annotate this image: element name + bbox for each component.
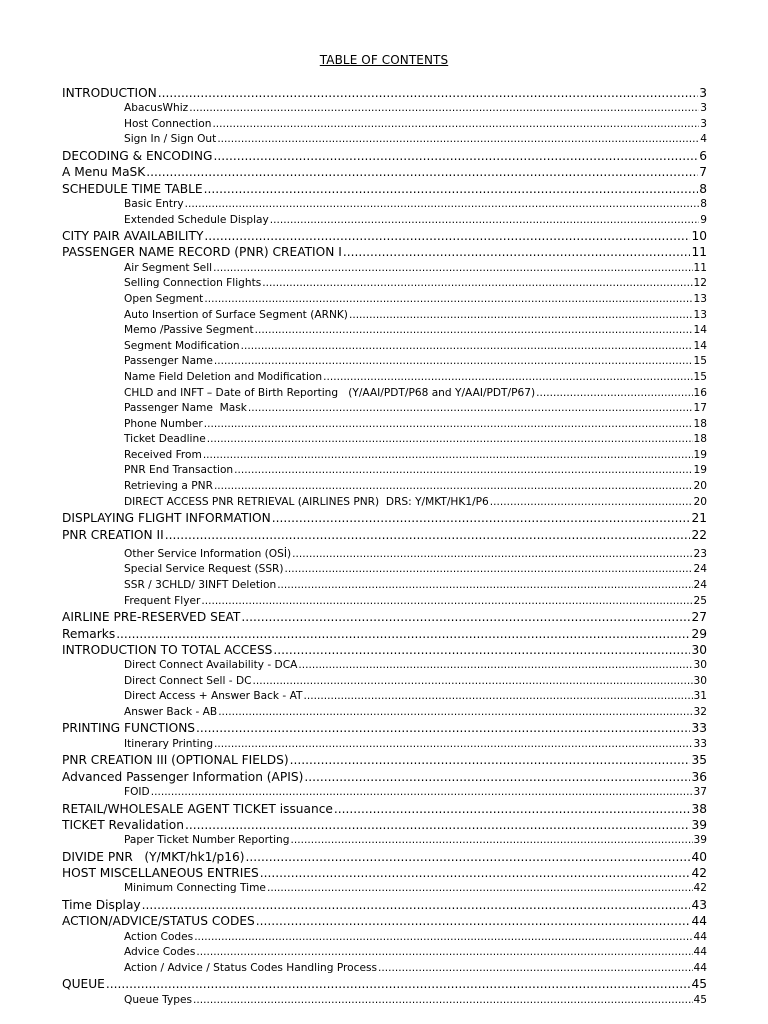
toc-entry-text: INTRODUCTION TO TOTAL ACCESS xyxy=(62,642,273,657)
toc-page-number: 31 xyxy=(693,690,707,703)
toc-page-number: 29 xyxy=(691,626,707,641)
toc-section-entry[interactable] xyxy=(62,769,707,785)
toc-entry-text: DISPLAYING FLIGHT INFORMATION xyxy=(62,511,271,526)
toc-subsection-entry[interactable] xyxy=(62,339,707,355)
toc-subsection-entry[interactable] xyxy=(62,658,707,674)
toc-dot-leader xyxy=(272,510,691,526)
toc-page-number: 30 xyxy=(691,642,707,657)
toc-page-number: 44 xyxy=(693,930,707,943)
toc-dot-leader xyxy=(194,930,692,946)
toc-subsection-entry[interactable] xyxy=(62,448,707,464)
toc-subsection-entry[interactable] xyxy=(62,101,707,117)
toc-subsection-entry[interactable] xyxy=(62,354,707,370)
toc-page-number: 32 xyxy=(693,705,707,718)
toc-section-entry[interactable] xyxy=(62,510,707,526)
toc-entry-text: Ticket Deadline xyxy=(124,433,206,446)
toc-dot-leader xyxy=(207,432,693,448)
toc-subsection-entry[interactable] xyxy=(62,308,707,324)
toc-page-number: 42 xyxy=(691,866,707,881)
toc-page-number: 9 xyxy=(700,213,707,226)
toc-entry-text: Air Segment Sell xyxy=(124,261,213,274)
toc-entry-text: HOST MISCELLANEOUS ENTRIES xyxy=(62,866,259,881)
toc-subsection-entry[interactable] xyxy=(62,276,707,292)
toc-dot-leader xyxy=(116,626,690,642)
toc-section-entry[interactable] xyxy=(62,85,707,101)
toc-subsection-entry[interactable] xyxy=(62,479,707,495)
toc-entry-text: Sign In / Sign Out xyxy=(124,133,217,146)
toc-dot-leader xyxy=(270,213,699,229)
toc-dot-leader xyxy=(298,658,692,674)
toc-dot-leader xyxy=(214,479,693,495)
toc-entry-text: PNR CREATION II xyxy=(62,527,164,542)
toc-dot-leader xyxy=(267,881,693,897)
toc-dot-leader xyxy=(241,339,693,355)
toc-entry-text: DECODING & ENCODING xyxy=(62,149,213,164)
toc-entry-text: Advanced Passenger Information (APIS) xyxy=(62,769,304,784)
toc-subsection-entry[interactable] xyxy=(62,417,707,433)
toc-entry-text: AIRLINE PRE-RESERVED SEAT xyxy=(62,610,241,625)
toc-dot-leader xyxy=(214,354,693,370)
toc-page-number: 22 xyxy=(691,527,707,542)
toc-page-number: 37 xyxy=(693,785,707,798)
toc-entry-text: Extended Schedule Display xyxy=(124,213,269,226)
toc-subsection-entry[interactable] xyxy=(62,961,707,977)
toc-page-number: 18 xyxy=(693,433,707,446)
toc-subsection-entry[interactable] xyxy=(62,401,707,417)
toc-subsection-entry[interactable] xyxy=(62,386,707,402)
toc-dot-leader xyxy=(201,594,692,610)
toc-dot-leader xyxy=(213,261,692,277)
toc-page-number: 21 xyxy=(691,511,707,526)
toc-dot-leader xyxy=(196,720,690,736)
toc-page-number: 24 xyxy=(693,563,707,576)
toc-dot-leader xyxy=(277,578,692,594)
toc-dot-leader xyxy=(193,993,692,1009)
toc-dot-leader xyxy=(323,370,692,386)
toc-subsection-entry[interactable] xyxy=(62,881,707,897)
toc-page-number: 38 xyxy=(691,801,707,816)
toc-entry-text: Itinerary Printing xyxy=(124,737,214,750)
toc-page-number: 35 xyxy=(691,753,707,768)
toc-dot-leader xyxy=(142,897,691,913)
toc-entry-text: Special Service Request (SSR) xyxy=(124,563,284,576)
toc-subsection-entry[interactable] xyxy=(62,432,707,448)
toc-dot-leader xyxy=(273,642,690,658)
toc-entry-text: RETAIL/WHOLESALE AGENT TICKET issuance xyxy=(62,801,333,816)
toc-entry-text: CITY PAIR AVAILABILITY xyxy=(62,229,204,244)
toc-dot-leader xyxy=(234,463,692,479)
toc-dot-leader xyxy=(189,101,699,117)
toc-subsection-entry[interactable] xyxy=(62,117,707,133)
toc-entry-text: Received From xyxy=(124,448,202,461)
toc-entry-text: TICKET Revalidation xyxy=(62,817,184,832)
toc-page-number: 36 xyxy=(691,769,707,784)
toc-entry-text: Selling Connection Flights xyxy=(124,277,262,290)
toc-dot-leader xyxy=(304,769,690,785)
toc-entry-text: A Menu MaSK xyxy=(62,165,146,180)
toc-dot-leader xyxy=(291,833,693,849)
toc-subsection-entry[interactable] xyxy=(62,495,707,511)
toc-entry-text: Basic Entry xyxy=(124,197,184,210)
toc-list xyxy=(62,85,707,1008)
toc-entry-text: Frequent Flyer xyxy=(124,594,201,607)
toc-page-number: 4 xyxy=(700,133,707,146)
toc-section-entry[interactable] xyxy=(62,642,707,658)
toc-page-number: 39 xyxy=(691,817,707,832)
toc-section-entry[interactable] xyxy=(62,913,707,929)
toc-entry-text: Queue Types xyxy=(124,993,193,1006)
toc-dot-leader xyxy=(304,689,693,705)
toc-page-number: 12 xyxy=(693,277,707,290)
toc-page-number: 10 xyxy=(691,229,707,244)
toc-section-entry[interactable] xyxy=(62,801,707,817)
toc-page-number: 33 xyxy=(691,721,707,736)
toc-subsection-entry[interactable] xyxy=(62,213,707,229)
toc-dot-leader xyxy=(490,495,693,511)
toc-page-number: 25 xyxy=(693,594,707,607)
toc-subsection-entry[interactable] xyxy=(62,930,707,946)
toc-entry-text: Action / Advice / Status Codes Handling Process xyxy=(124,961,378,974)
toc-entry-text: Direct Access + Answer Back - AT xyxy=(124,690,303,703)
toc-dot-leader xyxy=(378,961,692,977)
toc-page-number: 39 xyxy=(693,834,707,847)
toc-page-number: 11 xyxy=(691,245,707,260)
toc-section-entry[interactable] xyxy=(62,527,707,543)
toc-entry-text: Open Segment xyxy=(124,292,204,305)
toc-entry-text: Passenger Name xyxy=(124,355,213,368)
toc-page-number: 14 xyxy=(693,339,707,352)
toc-page-number: 19 xyxy=(693,448,707,461)
toc-page-number: 18 xyxy=(693,417,707,430)
toc-dot-leader xyxy=(203,448,693,464)
toc-dot-leader xyxy=(196,945,692,961)
toc-entry-text: Paper Ticket Number Reporting xyxy=(124,834,290,847)
toc-subsection-entry[interactable] xyxy=(62,370,707,386)
toc-section-entry[interactable] xyxy=(62,626,707,642)
toc-entry-text: Passenger Name Mask xyxy=(124,402,247,415)
toc-page-number: 27 xyxy=(691,610,707,625)
toc-entry-text: Retrieving a PNR xyxy=(124,480,213,493)
toc-page-number: 44 xyxy=(691,914,707,929)
toc-page-number: 3 xyxy=(699,86,707,100)
toc-section-entry[interactable] xyxy=(62,720,707,736)
toc-dot-leader xyxy=(185,817,691,833)
toc-page-number: 15 xyxy=(693,355,707,368)
toc-section-entry[interactable] xyxy=(62,897,707,913)
toc-section-entry[interactable] xyxy=(62,164,707,180)
toc-entry-text: Answer Back - AB xyxy=(124,705,218,718)
toc-subsection-entry[interactable] xyxy=(62,578,707,594)
toc-page-number: 45 xyxy=(693,993,707,1006)
toc-dot-leader xyxy=(255,323,693,339)
toc-entry-text: Name Field Deletion and Modification xyxy=(124,370,323,383)
toc-entry-text: Direct Connect Sell - DC xyxy=(124,674,252,687)
toc-section-entry[interactable] xyxy=(62,976,707,992)
toc-page-number: 44 xyxy=(693,961,707,974)
toc-subsection-entry[interactable] xyxy=(62,785,707,801)
toc-dot-leader xyxy=(290,752,691,768)
toc-entry-text: Direct Connect Availability - DCA xyxy=(124,659,298,672)
toc-entry-text: Auto Insertion of Surface Segment (ARNK) xyxy=(124,308,348,321)
toc-dot-leader xyxy=(253,674,693,690)
toc-subsection-entry[interactable] xyxy=(62,261,707,277)
toc-subsection-entry[interactable] xyxy=(62,463,707,479)
toc-subsection-entry[interactable] xyxy=(62,197,707,213)
toc-page-number: 42 xyxy=(693,882,707,895)
toc-page-number: 40 xyxy=(691,849,707,864)
toc-entry-text: Remarks xyxy=(62,626,116,641)
toc-subsection-entry[interactable] xyxy=(62,993,707,1009)
toc-entry-text: Action Codes xyxy=(124,930,194,943)
toc-dot-leader xyxy=(349,308,693,324)
toc-page-number: 30 xyxy=(693,674,707,687)
toc-dot-leader xyxy=(214,737,692,753)
toc-page-number: 30 xyxy=(693,659,707,672)
toc-page-number: 33 xyxy=(693,737,707,750)
toc-dot-leader xyxy=(217,132,699,148)
toc-entry-text: Segment Modification xyxy=(124,339,240,352)
toc-entry-text: Memo /Passive Segment xyxy=(124,324,254,337)
toc-entry-text: DIVIDE PNR (Y/MKT/hk1/p16) xyxy=(62,849,245,864)
toc-entry-text: Host Connection xyxy=(124,117,212,130)
toc-section-entry[interactable] xyxy=(62,817,707,833)
toc-dot-leader xyxy=(204,181,699,197)
toc-dot-leader xyxy=(204,417,693,433)
toc-dot-leader xyxy=(146,164,698,180)
toc-section-entry[interactable] xyxy=(62,609,707,625)
toc-section-entry[interactable] xyxy=(62,181,707,197)
toc-title: TABLE OF CONTENTS xyxy=(319,53,449,67)
toc-dot-leader xyxy=(245,849,690,865)
toc-section-entry[interactable] xyxy=(62,849,707,865)
toc-entry-text: Minimum Connecting Time xyxy=(124,882,266,895)
toc-dot-leader xyxy=(213,148,698,164)
toc-subsection-entry[interactable] xyxy=(62,689,707,705)
toc-subsection-entry[interactable] xyxy=(62,132,707,148)
toc-section-entry[interactable] xyxy=(62,148,707,164)
toc-page-number: 13 xyxy=(693,292,707,305)
toc-section-entry[interactable] xyxy=(62,228,707,244)
toc-page-number: 6 xyxy=(699,149,707,164)
toc-dot-leader xyxy=(262,276,692,292)
toc-dot-leader xyxy=(204,228,690,244)
toc-entry-text: PNR End Transaction xyxy=(124,464,234,477)
toc-page-number: 20 xyxy=(693,495,707,508)
toc-entry-text: CHLD and INFT – Date of Birth Reporting (Y/AAI/PDT/P68 and Y/AAI/PDT/P67) xyxy=(124,386,536,399)
toc-entry-text: PNR CREATION III (OPTIONAL FIELDS) xyxy=(62,753,289,768)
toc-page-number: 14 xyxy=(693,324,707,337)
toc-dot-leader xyxy=(218,705,692,721)
toc-dot-leader xyxy=(241,609,690,625)
toc-dot-leader xyxy=(106,976,691,992)
toc-dot-leader xyxy=(285,562,693,578)
toc-section-entry[interactable] xyxy=(62,865,707,881)
toc-page-number: 43 xyxy=(691,897,707,912)
toc-dot-leader xyxy=(260,865,691,881)
toc-dot-leader xyxy=(256,913,691,929)
toc-dot-leader xyxy=(292,547,692,563)
toc-entry-text: ACTION/ADVICE/STATUS CODES xyxy=(62,914,255,929)
toc-page-number: 44 xyxy=(693,946,707,959)
toc-page-number: 20 xyxy=(693,480,707,493)
toc-page-number: 24 xyxy=(693,579,707,592)
toc-page-number: 3 xyxy=(700,117,707,130)
toc-entry-text: QUEUE xyxy=(62,977,105,992)
toc-page-number: 19 xyxy=(693,464,707,477)
toc-page-number: 16 xyxy=(693,386,707,399)
toc-page-number: 11 xyxy=(693,261,707,274)
toc-page-number: 13 xyxy=(693,308,707,321)
toc-subsection-entry[interactable] xyxy=(62,705,707,721)
toc-section-entry[interactable] xyxy=(62,752,707,768)
toc-section-entry[interactable] xyxy=(62,244,707,260)
toc-entry-text: SSR / 3CHLD/ 3INFT Deletion xyxy=(124,579,277,592)
toc-page-number: 45 xyxy=(691,977,707,992)
toc-entry-text: DIRECT ACCESS PNR RETRIEVAL (AIRLINES PNR) DRS: Y/MKT/HK1/P6 xyxy=(124,495,489,508)
toc-dot-leader xyxy=(185,197,700,213)
toc-dot-leader xyxy=(248,401,693,417)
toc-page-number: 17 xyxy=(693,402,707,415)
toc-page-number: 23 xyxy=(693,547,707,560)
toc-dot-leader xyxy=(151,785,693,801)
toc-page-number: 3 xyxy=(700,102,707,115)
toc-entry-text: FOID xyxy=(124,785,150,798)
toc-entry-text: Time Display xyxy=(62,897,141,912)
toc-subsection-entry[interactable] xyxy=(62,945,707,961)
toc-entry-text: AbacusWhiz xyxy=(124,102,189,115)
toc-dot-leader xyxy=(165,527,691,543)
toc-subsection-entry[interactable] xyxy=(62,292,707,308)
toc-entry-text: Advice Codes xyxy=(124,946,196,959)
toc-subsection-entry[interactable] xyxy=(62,562,707,578)
toc-dot-leader xyxy=(212,117,699,133)
toc-page-number: 8 xyxy=(700,197,707,210)
toc-dot-leader xyxy=(536,386,692,402)
toc-subsection-entry[interactable] xyxy=(62,737,707,753)
toc-entry-text: PRINTING FUNCTIONS xyxy=(62,721,196,736)
toc-subsection-entry[interactable] xyxy=(62,833,707,849)
toc-entry-text: PASSENGER NAME RECORD (PNR) CREATION I xyxy=(62,245,342,260)
toc-page-number: 15 xyxy=(693,370,707,383)
toc-subsection-entry[interactable] xyxy=(62,547,707,563)
toc-entry-text: Phone Number xyxy=(124,417,203,430)
toc-entry-text: SCHEDULE TIME TABLE xyxy=(62,181,203,196)
toc-dot-leader xyxy=(334,801,691,817)
toc-page-number: 8 xyxy=(699,181,707,196)
toc-page-number: 7 xyxy=(699,165,707,180)
toc-entry-text: INTRODUCTION xyxy=(62,86,157,100)
toc-subsection-entry[interactable] xyxy=(62,674,707,690)
toc-entry-text: Other Service Information (OSİ) xyxy=(124,547,292,560)
toc-dot-leader xyxy=(204,292,692,308)
toc-subsection-entry[interactable] xyxy=(62,594,707,610)
toc-subsection-entry[interactable] xyxy=(62,323,707,339)
toc-dot-leader xyxy=(343,244,691,260)
toc-dot-leader xyxy=(158,85,698,101)
